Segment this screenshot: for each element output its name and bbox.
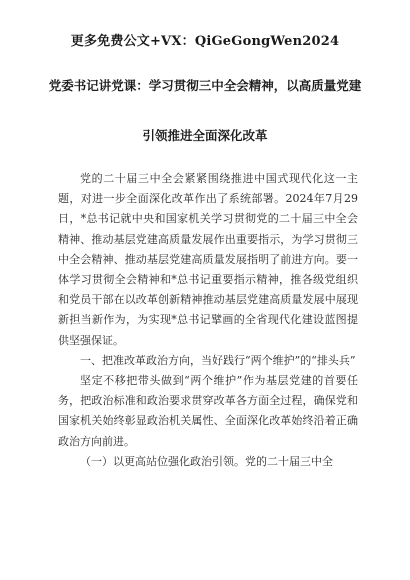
document-header: 更多免费公文+VX：QiGeGongWen2024 [70,34,340,49]
body-paragraph: 党的二十届三中全会紧紧围绕推进中国式现代化这一主题，对进一步全面深化改革作出了系统部署。2024年7月29日，*总书记就中央和国家机关学习贯彻党的二十届三中全会精神、推动基层党建高质量发展作出重要指示，为学习贯彻三中全会精神、推动基层党建高质量发展指明了前进方向。要一体学习贯彻全会精神和*总书记重要指示精神，推各级党组织和党员干部在以改革创新精神推动基层党建高质量发展中展现新担当新作为，为实现*总书记擘画的全省现代化建设蓝图提供坚强保证。 [58,172,358,347]
subsection-heading: （一）以更高站位强化政治引领。党的二十届三中全 [80,454,333,468]
body-paragraph: 坚定不移把带头做到“两个维护”作为基层党建的首要任务，把政治标准和政治要求贯穿改革各方面全过程，确保党和国家机关始终彰显政治机关属性、全面深化改革始终沿着正确政治方向前进。 [58,374,358,448]
document-title-line-1: 党委书记讲党课：学习贯彻三中全会精神，以高质量党建 [48,78,362,93]
section-heading: 一、把准改革政治方向，当好践行“两个维护”的“排头兵” [80,353,356,367]
document-title-line-2: 引领推进全面深化改革 [142,128,268,143]
document-body [58,169,358,472]
